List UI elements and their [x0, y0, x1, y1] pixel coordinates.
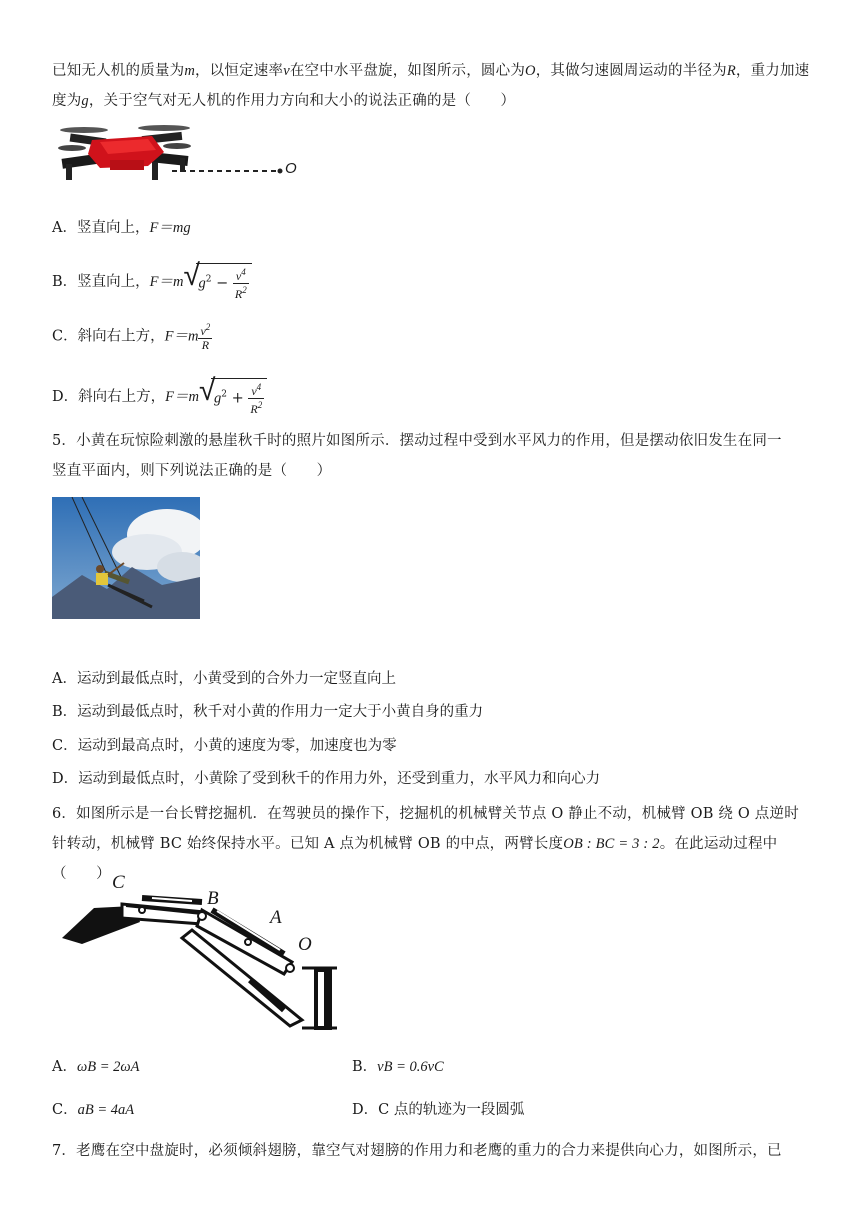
q6-option-a: A．ωB = 2ωA [52, 1059, 140, 1075]
sqrt-expression: √ $g^2$ + $\frac{v^4}{R^2}$ [199, 378, 267, 416]
excavator-figure [52, 870, 352, 1035]
q5-option-a: A．运动到最低点时，小黄受到的合外力一定竖直向上 [52, 671, 396, 687]
q4-option-d: D．斜向右上方，F＝m √ $g^2$ + $\frac{v^4}{R^2}$ [52, 378, 267, 416]
q4-option-a: A．竖直向上，F＝mg [52, 220, 191, 236]
q6-option-b: B．vB = 0.6vC [352, 1059, 444, 1075]
drone-image [52, 122, 302, 184]
q4-stem: 已知无人机的质量为m，以恒定速率v在空中水平盘旋，如图所示，圆心为O，其做匀速圆周运动的半径为R，重力加速度为g，关于空气对无人机的作用力方向和大小的说法正确的是（ ） [52, 63, 810, 109]
label-b: B [207, 888, 219, 909]
center-point [278, 169, 283, 174]
q4-option-b: B．竖直向上，F＝m √ $g^2$ − $\frac{v^4}{R^2}$ [52, 263, 252, 301]
q6-option-c: C．aB = 4aA [52, 1102, 135, 1118]
label-c: C [112, 872, 125, 893]
label-a: A [270, 907, 282, 928]
q5-option-b: B．运动到最低点时，秋千对小黄的作用力一定大于小黄自身的重力 [52, 704, 484, 720]
center-label: O [285, 160, 297, 177]
swing-photo [52, 497, 200, 619]
drone-figure [52, 122, 302, 184]
q6-option-d: D．C 点的轨迹为一段圆弧 [352, 1102, 525, 1118]
q5-stem: 5．小黄在玩惊险刺激的悬崖秋千时的照片如图所示．摆动过程中受到水平风力的作用，但是摆动依旧发生在同一 竖直平面内，则下列说法正确的是（ ） [52, 433, 782, 479]
q4-option-c: C．斜向右上方，F＝m $\frac{v^2}{R}$ [52, 322, 211, 352]
q5-option-d: D．运动到最低点时，小黄除了受到秋千的作用力外，还受到重力，水平风力和向心力 [52, 771, 601, 787]
q5-option-c: C．运动到最高点时，小黄的速度为零，加速度也为零 [52, 738, 397, 754]
q6-stem: 6．如图所示是一台长臂挖掘机．在驾驶员的操作下，挖掘机的机械臂关节点 O 静止不动，机械臂 OB 绕 O 点逆时 针转动，机械臂 BC 始终保持水平。已知 A 点为机械臂 OB 的中点，两臂长度OB : BC = 3 : 2。在此运动过程中（ ） [52, 806, 799, 882]
q7-stem: 7．老鹰在空中盘旋时，必须倾斜翅膀，靠空气对翅膀的作用力和老鹰的重力的合力来提供向心力，如图所示，已 [52, 1143, 782, 1159]
fraction: $\frac{v^2}{R}$ [200, 322, 211, 352]
sqrt-expression: √ $g^2$ − $\frac{v^4}{R^2}$ [184, 263, 252, 301]
swing-image [52, 497, 200, 619]
label-o: O [298, 934, 312, 955]
